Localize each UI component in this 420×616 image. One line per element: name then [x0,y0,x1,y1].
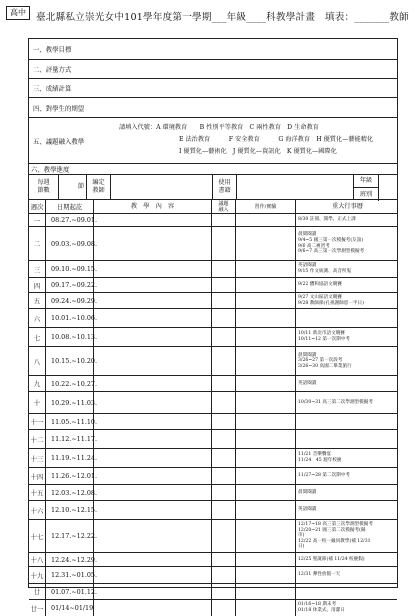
week-content-cell[interactable] [94,520,212,552]
week-date-range: 12.17.~12.22. [46,520,94,552]
week-date-range: 10.15.~10.20. [46,347,94,375]
event-line: 12/25 聖誕節(補 11/24 校慶假) [298,556,365,562]
week-row [29,214,397,227]
week-row [29,485,397,501]
event-line: 英語閱讀 [298,380,317,386]
week-events-cell [296,501,399,519]
week-topic-cell[interactable] [212,567,236,583]
section-objectives [29,39,397,60]
week-row [29,376,397,392]
event-line: 日) [298,544,305,550]
week-row [29,227,397,261]
week-number: 廿 [29,584,46,599]
week-events-cell [296,567,399,583]
event-line: 9/15 作文統測、高音所鬼 [298,269,352,274]
textbook-value[interactable] [237,175,354,199]
week-events-cell [296,278,399,292]
week-topic-cell[interactable] [212,430,236,448]
week-number: 十二 [29,430,46,448]
event-line: 12/17~18 高三第三次學測型模擬考 [298,522,373,528]
event-line: 英語閱讀 [298,507,317,513]
week-row [29,468,397,485]
week-events-cell [296,309,399,327]
week-homework-cell[interactable] [236,414,296,429]
event-line: 9/27 文山區語文競賽 [298,294,342,300]
week-events-cell [296,430,399,448]
week-homework-cell[interactable] [236,553,296,566]
event-line: 9/6~7 高三第一次學測型模擬考 [298,249,365,255]
event-line: 12/20~21 國三第二次模擬考(縣 [298,527,366,533]
col-events: 重大行事曆 [332,202,363,210]
week-date-range: 10.01.~10.06. [46,309,94,327]
week-row [29,293,397,309]
event-line: 01/16~18 期末考 [298,602,337,608]
week-events-cell [296,328,399,346]
week-topic-cell[interactable] [212,261,236,277]
week-date-range: 11.19.~11.24. [46,449,94,467]
week-row [29,553,397,567]
week-date-range: 10.08.~10.13. [46,328,94,346]
week-content-cell[interactable] [94,261,212,277]
week-events-cell [296,449,399,467]
event-line: 10/11 新北市語文競賽 [298,331,345,337]
week-homework-cell[interactable] [236,430,296,448]
event-line: 11/21 音樂饗宴 [298,452,332,458]
periods-label: 節 [59,175,87,199]
week-row [29,309,397,328]
week-row [29,600,397,616]
event-line: 8/30 註冊、開學、正式上課 [298,217,356,223]
week-number: 十七 [29,520,46,552]
event-line: 9/22 體和協語文競賽 [298,282,342,288]
week-content-cell[interactable] [94,553,212,566]
section-label: 六、教學進度 [31,165,70,174]
week-homework-cell[interactable] [236,293,296,308]
week-content-cell[interactable] [94,501,212,519]
editor-value[interactable] [111,175,213,199]
week-events-cell [296,553,399,566]
week-homework-cell[interactable] [236,600,296,616]
section-expectations [29,98,397,118]
week-row [29,501,397,520]
week-number: 六 [29,309,46,327]
week-homework-cell[interactable] [236,376,296,391]
week-homework-cell[interactable] [236,309,296,327]
week-topic-cell[interactable] [212,449,236,467]
section-grading [29,79,397,98]
week-homework-cell[interactable] [236,485,296,500]
event-line: 3/26~27 第一次段考 [298,358,343,364]
week-date-range: 09.03.~09.08. [46,227,94,260]
week-content-cell[interactable] [94,414,212,429]
week-topic-cell[interactable] [212,414,236,429]
week-number: 二 [29,227,46,260]
schedule-table [29,200,397,613]
week-row [29,261,397,278]
week-topic-cell[interactable] [212,392,236,413]
week-topic-cell[interactable] [212,501,236,519]
week-content-cell[interactable] [94,328,212,346]
schedule-header [29,200,397,214]
week-date-range: 12.24.~12.29. [46,553,94,566]
week-events-cell [296,600,399,616]
page-title: 臺北縣私立崇光女中101學年度第一學期___年級____科教學計畫 填表：_______教師 [36,12,409,23]
week-topic-cell[interactable] [212,347,236,375]
week-events-cell [296,485,399,500]
week-topic-cell[interactable] [212,309,236,327]
event-line: 10/11~12 第一次期中考 [298,337,350,342]
week-date-range: 11.05.~11.10. [46,414,94,429]
topic-codes [119,122,395,158]
event-line: 9/4~5 國三第一次模擬考(友誼) [298,237,364,243]
event-line: 晨間閱讀 [298,352,317,358]
week-content-cell[interactable] [94,600,212,616]
week-content-cell[interactable] [94,376,212,391]
week-number: 七 [29,328,46,346]
course-meta-row [29,174,397,200]
week-homework-cell[interactable] [236,520,296,552]
week-date-range: 01/14~01/19 [46,600,94,616]
week-homework-cell[interactable] [236,468,296,484]
week-homework-cell[interactable] [236,392,296,413]
topic-codes-line: E 法治教育 F 安全教育 G 海洋教育 H 優質化—藝能精化 [179,136,374,143]
week-events-cell [296,392,399,413]
week-content-cell[interactable] [94,584,212,599]
week-row [29,278,397,293]
week-events-cell [296,584,399,599]
week-homework-cell[interactable] [236,347,296,375]
week-date-range: 09.24.~09.29. [46,293,94,308]
week-date-range: 01.07.~01.12. [46,584,94,599]
col-homework: 習作/實驗 [236,200,296,213]
event-line: 11/24 45 週年校慶 [298,458,342,463]
week-homework-cell[interactable] [236,584,296,599]
week-content-cell[interactable] [94,567,212,583]
week-homework-cell[interactable] [236,501,296,519]
week-number: 十八 [29,553,46,566]
week-events-cell [296,347,399,375]
week-topic-cell[interactable] [212,214,236,226]
week-topic-cell[interactable] [212,553,236,566]
week-homework-cell[interactable] [236,567,296,583]
week-events-cell [296,261,399,277]
week-topic-cell[interactable] [212,520,236,552]
section-label: 四、對學生的期望 [33,104,85,112]
event-line: 10/30~31 高三第二次學測型模擬考 [298,399,373,405]
event-line: 9/6 高二複習考 [298,243,330,249]
week-homework-cell[interactable] [236,328,296,346]
week-homework-cell[interactable] [236,449,296,467]
week-date-range: 10.29.~11.03. [46,392,94,413]
week-date-range: 12.31.~01.05. [46,567,94,583]
event-line: 12/31 彈性放假一天 [298,572,341,578]
week-number: 三 [29,261,46,277]
week-row [29,520,397,553]
event-line: 英語閱讀 [298,263,317,269]
week-content-cell[interactable] [94,430,212,448]
event-line: 01/18 休業式、清潔日 [298,608,345,613]
week-topic-cell[interactable] [212,293,236,308]
week-row [29,328,397,347]
week-events-cell [296,376,399,391]
week-number: 九 [29,376,46,391]
week-number: 八 [29,347,46,375]
event-line: 11/27~28 第二次期中考 [298,473,350,479]
week-topic-cell[interactable] [212,485,236,500]
week-date-range: 11.26.~12.01. [46,468,94,484]
week-topic-cell[interactable] [212,600,236,616]
section-assessment [29,60,397,79]
week-number: 十 [29,392,46,413]
week-number: 十三 [29,449,46,467]
week-content-cell[interactable] [94,347,212,375]
weekly-hours-label: 每週 節數 [29,175,59,199]
week-date-range: 09.17.~09.22. [46,278,94,292]
week-content-cell[interactable] [94,449,212,467]
topic-codes-line: 請填入代號：A 環境教育 B 性別平等教育 C 兩性教育 D 生命教育 [119,124,319,131]
week-row [29,430,397,449]
week-number: 一 [29,214,46,226]
week-topic-cell[interactable] [212,328,236,346]
week-number: 十四 [29,468,46,484]
week-content-cell[interactable] [94,293,212,308]
week-number: 十五 [29,485,46,500]
week-number: 十九 [29,567,46,583]
week-homework-cell[interactable] [236,261,296,277]
week-content-cell[interactable] [94,309,212,327]
textbook-label: 使用 書籍 [213,175,237,199]
week-content-cell[interactable] [94,392,212,413]
week-date-range: 09.10.~09.15. [46,261,94,277]
col-week: 週次 [29,200,46,213]
section-label: 一、教學目標 [33,45,72,54]
week-topic-cell[interactable] [212,468,236,484]
week-date-range: 10.22.~10.27. [46,376,94,391]
week-events-cell [296,414,399,429]
plan-form [28,38,398,613]
event-line: 3/26~30 高國二畢業旅行 [298,363,352,369]
event-line: 晨間閱讀 [298,489,317,495]
week-date-range: 11.12.~11.17. [46,430,94,448]
week-number: 五 [29,293,46,308]
week-events-cell [296,214,399,226]
event-line: 9/28 教師節(孔祖謝師恩一半日) [298,300,364,306]
week-row [29,567,397,584]
week-content-cell[interactable] [94,485,212,500]
week-topic-cell[interactable] [212,376,236,391]
event-line: 市) [298,533,305,539]
week-content-cell[interactable] [94,227,212,260]
week-content-cell[interactable] [94,278,212,292]
section-progress [29,164,397,174]
section-label: 五、議題融入教學 [33,137,85,145]
week-date-range: 08.27.~09.01. [46,214,94,226]
school-level-badge: 高中 [6,6,30,20]
week-row [29,347,397,376]
week-content-cell[interactable] [94,214,212,226]
week-events-cell [296,227,399,260]
col-content: 教 學 內 容 [94,200,212,213]
week-homework-cell[interactable] [236,214,296,226]
week-row [29,449,397,468]
week-number: 廿一 [29,600,46,616]
week-topic-cell[interactable] [212,227,236,260]
week-date-range: 12.03.~12.08. [46,485,94,500]
week-topic-cell[interactable] [212,278,236,292]
section-label: 三、成績計算 [33,84,72,93]
event-line: 12/22 高一校一級同教學(補 12/31 [298,538,371,544]
week-homework-cell[interactable] [236,278,296,292]
week-number: 四 [29,278,46,292]
section-label: 二、評量方式 [33,65,72,74]
topic-codes-line: I 優質化—藝術化 J 優質化—資訊化 K 優質化—國際化 [179,148,337,155]
week-homework-cell[interactable] [236,227,296,260]
week-row [29,584,397,600]
section-topic-integration [29,118,397,164]
week-content-cell[interactable] [94,468,212,484]
week-date-range: 12.10.~12.15. [46,501,94,519]
week-number: 十六 [29,501,46,519]
grade-label: 年級 [354,175,379,188]
col-topic: 議題 融入 [212,200,236,213]
week-topic-cell[interactable] [212,584,236,599]
event-line: 晨間閱讀 [298,232,317,238]
week-row [29,392,397,414]
col-date: 日期起訖 [46,200,94,213]
class-label: 班別 [354,188,379,201]
week-events-cell [296,520,399,552]
week-row [29,414,397,430]
week-events-cell [296,468,399,484]
editor-label: 編定 教師 [87,175,111,199]
week-events-cell [296,293,399,308]
week-number: 十一 [29,414,46,429]
